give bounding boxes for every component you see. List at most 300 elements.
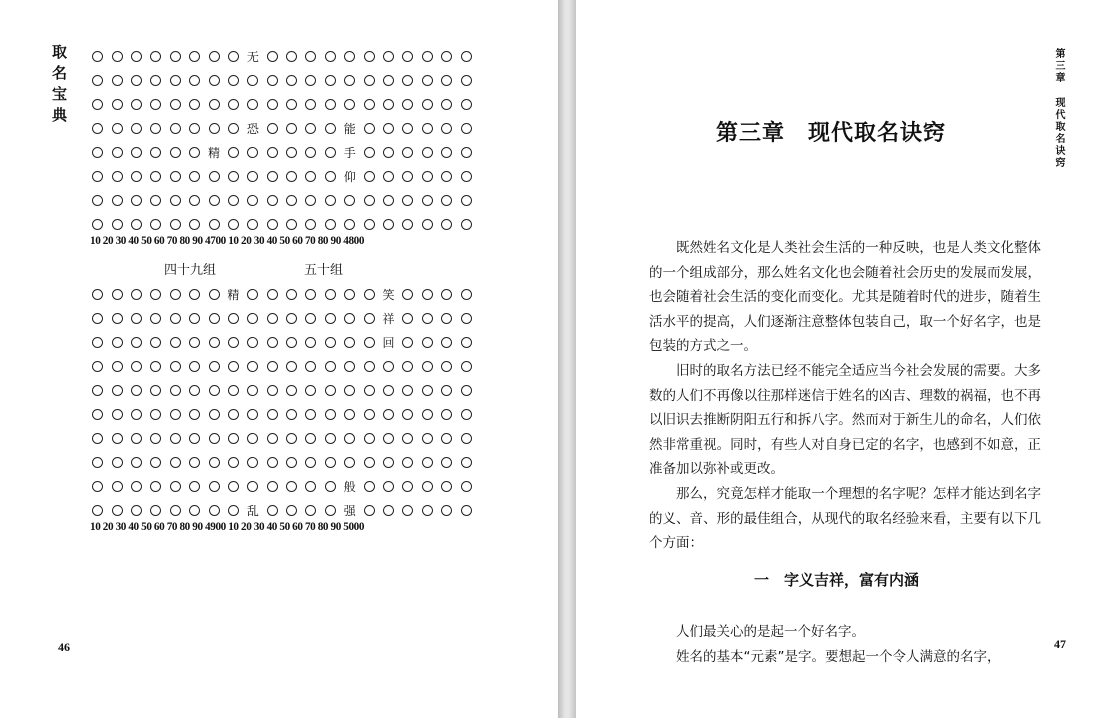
grid-circle — [185, 116, 204, 140]
circle-mark — [364, 337, 375, 348]
circle-mark — [170, 219, 181, 230]
circle-mark — [189, 361, 200, 372]
circle-mark — [267, 99, 278, 110]
circle-mark — [92, 457, 103, 468]
grid-row — [88, 306, 476, 330]
circle-mark — [170, 505, 181, 516]
grid-circle — [301, 164, 320, 188]
grid-circle — [359, 212, 378, 236]
circle-mark — [422, 433, 433, 444]
grid-circle — [166, 330, 185, 354]
grid-circle — [282, 378, 301, 402]
grid-circle — [301, 330, 320, 354]
circle-mark — [112, 481, 123, 492]
circle-mark — [441, 505, 452, 516]
grid-circle — [146, 188, 165, 212]
grid-circle — [340, 282, 359, 306]
grid-circle — [379, 474, 398, 498]
circle-mark — [461, 433, 472, 444]
grid-circle — [437, 212, 456, 236]
circle-mark — [325, 337, 336, 348]
grid-circle — [185, 164, 204, 188]
grid-circle — [127, 92, 146, 116]
circle-mark — [189, 75, 200, 86]
grid-circle — [359, 402, 378, 426]
grid-circle — [359, 116, 378, 140]
grid-circle — [456, 402, 475, 426]
circle-mark — [189, 51, 200, 62]
number-scale-top: 10 20 30 40 50 60 70 80 90 4700 10 20 30 40 50 60 70 80 90 4800 — [90, 235, 365, 247]
circle-mark — [112, 75, 123, 86]
grid-circle — [321, 140, 340, 164]
grid-circle — [437, 116, 456, 140]
circle-mark — [267, 385, 278, 396]
grid-row — [88, 188, 476, 212]
circle-mark — [286, 123, 297, 134]
circle-mark — [286, 171, 297, 182]
circle-mark — [364, 99, 375, 110]
grid-circle — [107, 474, 126, 498]
grid-circle — [185, 474, 204, 498]
grid-circle — [243, 68, 262, 92]
circle-mark — [170, 51, 181, 62]
grid-circle — [398, 44, 417, 68]
circle-mark — [305, 75, 316, 86]
circle-mark — [150, 195, 161, 206]
circle-mark — [228, 337, 239, 348]
grid-circle — [88, 498, 107, 522]
circle-mark — [325, 147, 336, 158]
grid-circle — [282, 92, 301, 116]
grid-circle — [282, 306, 301, 330]
circle-mark — [228, 409, 239, 420]
grid-circle — [107, 44, 126, 68]
grid-circle — [301, 354, 320, 378]
circle-mark — [209, 51, 220, 62]
grid-circle — [88, 282, 107, 306]
circle-mark — [422, 481, 433, 492]
grid-circle — [359, 140, 378, 164]
grid-circle — [224, 44, 243, 68]
circle-mark — [247, 385, 258, 396]
grid-circle — [456, 140, 475, 164]
circle-mark — [402, 51, 413, 62]
circle-mark — [364, 171, 375, 182]
grid-circle — [224, 164, 243, 188]
circle-mark — [150, 289, 161, 300]
circle-mark — [209, 313, 220, 324]
paragraph: 那么，究竟怎样才能取一个理想的名字呢？怎样才能达到名字的义、音、形的最佳组合，从现代的取名经验来看，主要有以下几个方面： — [649, 485, 1041, 552]
circle-mark — [344, 75, 355, 86]
grid-circle — [127, 140, 146, 164]
grid-circle — [204, 402, 223, 426]
grid-circle — [166, 92, 185, 116]
circle-mark — [247, 361, 258, 372]
grid-circle — [263, 306, 282, 330]
grid-circle — [282, 164, 301, 188]
grid-circle — [185, 330, 204, 354]
grid-circle — [321, 282, 340, 306]
grid-row — [88, 378, 476, 402]
circle-mark — [461, 409, 472, 420]
circle-mark — [267, 337, 278, 348]
grid-row — [88, 212, 476, 236]
grid-circle — [224, 498, 243, 522]
circle-mark — [325, 481, 336, 492]
grid-circle — [456, 164, 475, 188]
circle-mark — [402, 337, 413, 348]
circle-mark — [247, 409, 258, 420]
grid-circle — [398, 92, 417, 116]
grid-circle — [127, 164, 146, 188]
circle-mark — [267, 171, 278, 182]
circle-mark — [441, 99, 452, 110]
grid-circle — [263, 402, 282, 426]
circle-mark — [286, 361, 297, 372]
circle-mark — [364, 313, 375, 324]
grid-circle — [301, 116, 320, 140]
circle-mark — [422, 219, 433, 230]
grid-circle — [146, 450, 165, 474]
circle-mark — [92, 219, 103, 230]
circle-mark — [209, 99, 220, 110]
circle-mark — [325, 195, 336, 206]
circle-mark — [170, 337, 181, 348]
paragraph: 姓名的基本“元素”是字。要想起一个令人满意的名字， — [676, 648, 1001, 665]
circle-mark — [461, 75, 472, 86]
circle-mark — [364, 289, 375, 300]
circle-mark — [150, 171, 161, 182]
circle-mark — [305, 385, 316, 396]
grid-circle — [88, 450, 107, 474]
circle-mark — [402, 75, 413, 86]
circle-mark — [364, 481, 375, 492]
circle-mark — [209, 505, 220, 516]
grid-circle — [398, 402, 417, 426]
circle-mark — [461, 457, 472, 468]
grid-circle — [204, 212, 223, 236]
grid-circle — [282, 44, 301, 68]
grid-circle — [418, 164, 437, 188]
circle-mark — [170, 457, 181, 468]
grid-circle — [359, 450, 378, 474]
circle-mark — [305, 505, 316, 516]
circle-mark — [189, 147, 200, 158]
circle-mark — [441, 123, 452, 134]
grid-circle — [224, 354, 243, 378]
grid-char: 强 — [343, 503, 356, 518]
circle-mark — [461, 51, 472, 62]
grid-circle — [340, 306, 359, 330]
grid-circle — [379, 188, 398, 212]
circle-mark — [131, 219, 142, 230]
circle-mark — [441, 433, 452, 444]
grid-circle — [301, 306, 320, 330]
grid-circle — [359, 68, 378, 92]
grid-circle — [359, 330, 378, 354]
circle-mark — [92, 409, 103, 420]
circle-mark — [189, 219, 200, 230]
grid-circle — [379, 92, 398, 116]
grid-row — [88, 282, 476, 306]
circle-mark — [267, 195, 278, 206]
circle-mark — [286, 219, 297, 230]
grid-circle — [243, 450, 262, 474]
circle-mark — [92, 361, 103, 372]
grid-circle — [243, 188, 262, 212]
circle-mark — [92, 313, 103, 324]
grid-circle — [379, 68, 398, 92]
grid-circle — [185, 306, 204, 330]
circle-mark — [364, 123, 375, 134]
grid-circle — [224, 378, 243, 402]
circle-mark — [286, 51, 297, 62]
grid-circle — [437, 498, 456, 522]
grid-circle — [107, 68, 126, 92]
grid-row — [88, 354, 476, 378]
circle-mark — [383, 361, 394, 372]
circle-mark — [150, 313, 161, 324]
grid-row — [88, 92, 476, 116]
grid-circle — [127, 498, 146, 522]
circle-mark — [422, 99, 433, 110]
circle-mark — [170, 123, 181, 134]
grid-circle — [146, 212, 165, 236]
circle-mark — [131, 123, 142, 134]
grid-circle — [437, 44, 456, 68]
circle-mark — [364, 147, 375, 158]
grid-circle — [88, 140, 107, 164]
grid-circle — [146, 140, 165, 164]
grid-circle — [127, 378, 146, 402]
grid-circle — [88, 92, 107, 116]
grid-circle — [418, 140, 437, 164]
grid-circle — [263, 140, 282, 164]
circle-mark — [228, 385, 239, 396]
circle-mark — [112, 289, 123, 300]
grid-circle — [224, 402, 243, 426]
grid-circle — [437, 92, 456, 116]
circle-mark — [247, 147, 258, 158]
circle-mark — [422, 505, 433, 516]
circle-mark — [112, 99, 123, 110]
grid-circle — [282, 68, 301, 92]
circle-mark — [344, 409, 355, 420]
circle-mark — [441, 337, 452, 348]
grid-circle — [88, 164, 107, 188]
circle-mark — [209, 195, 220, 206]
grid-circle — [185, 402, 204, 426]
grid-circle — [243, 306, 262, 330]
circle-mark — [441, 385, 452, 396]
grid-circle — [418, 330, 437, 354]
grid-circle — [456, 116, 475, 140]
grid-circle — [204, 188, 223, 212]
circle-mark — [92, 99, 103, 110]
circle-mark — [383, 51, 394, 62]
grid-circle — [301, 68, 320, 92]
circle-mark — [286, 313, 297, 324]
circle-mark — [344, 337, 355, 348]
grid-circle — [282, 426, 301, 450]
circle-mark — [441, 361, 452, 372]
grid-circle — [185, 378, 204, 402]
grid-circle — [321, 450, 340, 474]
grid-circle — [127, 68, 146, 92]
circle-mark — [92, 385, 103, 396]
grid-circle — [107, 140, 126, 164]
circle-mark — [325, 505, 336, 516]
grid-circle — [166, 188, 185, 212]
grid-circle — [398, 426, 417, 450]
circle-mark — [402, 385, 413, 396]
circle-mark — [402, 219, 413, 230]
section-heading: 一 字义吉祥，富有内涵 — [754, 571, 920, 589]
grid-circle — [107, 498, 126, 522]
grid-circle — [146, 164, 165, 188]
circle-mark — [441, 51, 452, 62]
grid-circle — [340, 402, 359, 426]
grid-circle — [340, 330, 359, 354]
grid-circle — [456, 92, 475, 116]
grid-circle — [107, 378, 126, 402]
circle-mark — [422, 147, 433, 158]
grid-char: 乱 — [246, 503, 259, 518]
grid-circle — [204, 164, 223, 188]
chapter-title: 第三章 现代取名诀窍 — [716, 121, 947, 146]
circle-mark — [150, 123, 161, 134]
grid-circle — [379, 116, 398, 140]
grid-circle — [166, 450, 185, 474]
circle-mark — [461, 313, 472, 324]
circle-mark — [189, 385, 200, 396]
circle-mark — [189, 457, 200, 468]
circle-mark — [131, 361, 142, 372]
grid-circle — [243, 426, 262, 450]
group-label-50: 五十组 — [304, 263, 344, 278]
grid-circle — [243, 402, 262, 426]
grid-circle — [359, 44, 378, 68]
grid-circle — [379, 378, 398, 402]
circle-mark — [112, 195, 123, 206]
grid-circle — [146, 354, 165, 378]
grid-circle — [437, 140, 456, 164]
circle-mark — [131, 195, 142, 206]
grid-circle — [263, 354, 282, 378]
grid-circle — [204, 354, 223, 378]
grid-circle — [263, 282, 282, 306]
circle-mark — [364, 51, 375, 62]
grid-circle — [166, 44, 185, 68]
circle-mark — [247, 75, 258, 86]
grid-circle — [88, 212, 107, 236]
circle-mark — [305, 99, 316, 110]
circle-mark — [112, 457, 123, 468]
circle-mark — [170, 289, 181, 300]
circle-mark — [402, 289, 413, 300]
circle-mark — [131, 409, 142, 420]
grid-circle — [107, 92, 126, 116]
grid-circle — [282, 116, 301, 140]
grid-circle — [456, 44, 475, 68]
running-head: 第三章 现代取名诀窍 — [1053, 48, 1064, 169]
circle-mark — [441, 289, 452, 300]
circle-mark — [131, 289, 142, 300]
circle-mark — [422, 385, 433, 396]
grid-circle — [127, 282, 146, 306]
grid-char: 般 — [343, 479, 356, 494]
grid-row — [88, 44, 476, 68]
grid-circle — [321, 68, 340, 92]
circle-mark — [189, 409, 200, 420]
circle-mark — [461, 361, 472, 372]
grid-circle — [88, 188, 107, 212]
grid-circle — [379, 164, 398, 188]
grid-circle — [107, 306, 126, 330]
grid-circle — [107, 164, 126, 188]
grid-char: 祥 — [382, 311, 395, 326]
grid-circle — [321, 474, 340, 498]
circle-mark — [344, 385, 355, 396]
circle-mark — [325, 99, 336, 110]
circle-mark — [150, 385, 161, 396]
circle-mark — [325, 75, 336, 86]
grid-circle — [185, 282, 204, 306]
circle-mark — [170, 75, 181, 86]
circle-mark — [422, 171, 433, 182]
circle-mark — [364, 219, 375, 230]
grid-circle — [166, 426, 185, 450]
grid-circle — [185, 450, 204, 474]
circle-mark — [422, 409, 433, 420]
grid-circle — [185, 44, 204, 68]
body-text-after — [649, 620, 1041, 669]
circle-mark — [383, 481, 394, 492]
grid-circle — [437, 450, 456, 474]
grid-row — [88, 450, 476, 474]
grid-circle — [301, 474, 320, 498]
grid-circle — [437, 426, 456, 450]
paragraph: 既然姓名文化是人类社会生活的一种反映，也是人类文化整体的一个组成部分，那么姓名文化也会随着社会历史的发展而发展，也会随着社会生活的变化而变化。尤其是随着时代的进步，随着生活水平的提高，人们逐渐注意整体包装自己，取一个好名字，也是包装的方式之一。 — [649, 240, 1041, 355]
grid-circle — [321, 92, 340, 116]
grid-circle — [456, 450, 475, 474]
circle-mark — [247, 219, 258, 230]
grid-circle — [398, 116, 417, 140]
circle-mark — [189, 123, 200, 134]
grid-circle — [166, 68, 185, 92]
circle-mark — [461, 147, 472, 158]
circle-mark — [461, 505, 472, 516]
grid-char: 能 — [343, 121, 356, 136]
grid-circle — [166, 354, 185, 378]
grid-circle — [166, 474, 185, 498]
circle-mark — [209, 361, 220, 372]
circle-mark — [92, 505, 103, 516]
grid-circle — [263, 474, 282, 498]
grid-circle — [204, 474, 223, 498]
grid-circle — [166, 402, 185, 426]
circle-mark — [325, 313, 336, 324]
circle-mark — [286, 409, 297, 420]
circle-mark — [228, 433, 239, 444]
circle-mark — [112, 147, 123, 158]
grid-circle — [204, 282, 223, 306]
grid-circle — [146, 426, 165, 450]
grid-circle — [437, 330, 456, 354]
circle-mark — [209, 481, 220, 492]
circle-mark — [247, 289, 258, 300]
grid-circle — [359, 164, 378, 188]
